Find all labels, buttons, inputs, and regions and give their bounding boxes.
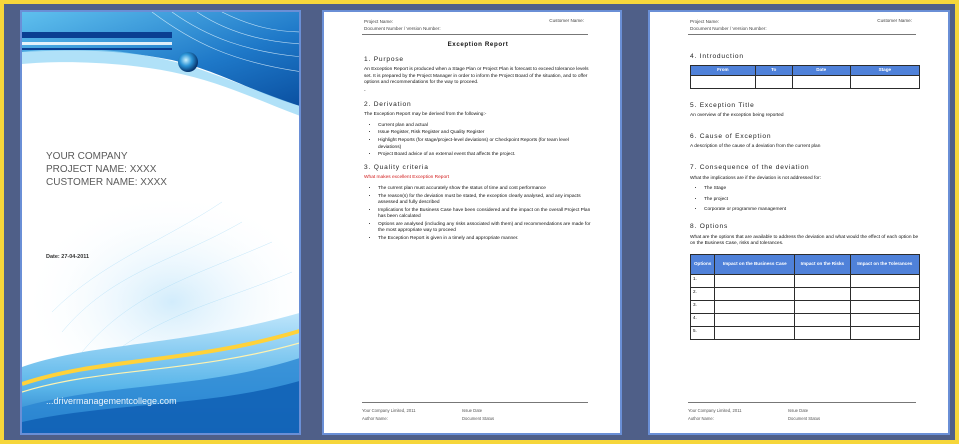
table-cell[interactable] <box>795 326 850 339</box>
table-cell[interactable] <box>691 75 756 88</box>
cover-date: Date: 27-04-2011 <box>46 254 90 260</box>
header-customer-name: Customer Name: <box>877 18 912 23</box>
section-options-text: What are the options that are available to address the deviation and what would the effect of each option be on the Business Case, risks and tolerances. <box>690 234 919 247</box>
table-cell[interactable] <box>795 300 850 313</box>
table-row <box>691 313 920 326</box>
footer-status: Document Status <box>788 416 821 421</box>
section-exception-title: 5. Exception Title <box>690 101 755 109</box>
footer-divider <box>362 402 588 403</box>
company-name: YOUR COMPANY <box>46 151 128 162</box>
table-cell[interactable] <box>715 326 795 339</box>
footer-status: Document Status <box>462 416 495 421</box>
cover-page <box>20 10 301 435</box>
row-number[interactable]: 5. <box>691 326 715 339</box>
footer-issue-date: Issue Date <box>462 408 483 413</box>
section-consequence-title: 7. Consequence of the deviation <box>690 163 810 171</box>
list-item: • The current plan must accurately show the status of time and cost performance <box>378 186 592 193</box>
watermark-text: ...drivermanagementcollege.com <box>46 396 177 406</box>
page-footer <box>688 407 916 423</box>
footer-divider <box>688 402 916 403</box>
quality-intro-red: What makes excellent Exception Report <box>364 175 450 181</box>
row-number[interactable]: 1. <box>691 274 715 287</box>
footer-company: Your Company Limited, 2011 <box>688 408 742 413</box>
introduction-table <box>690 65 920 89</box>
table-header: To <box>755 65 792 75</box>
table-header: Stage <box>850 65 919 75</box>
table-row <box>691 75 920 88</box>
table-cell[interactable] <box>715 287 795 300</box>
table-cell[interactable] <box>795 287 850 300</box>
list-item: • The reason(s) for the deviation must be stated, the exception clearly analysed, and any impacts assessed and fully described <box>378 194 592 207</box>
derivation-list <box>364 123 592 159</box>
list-item: • Project Board advice of an external event that affects the project. <box>378 152 592 159</box>
table-header: Options <box>691 254 715 274</box>
table-cell[interactable] <box>850 75 919 88</box>
section-cause-title: 6. Cause of Exception <box>690 132 772 140</box>
table-row <box>691 300 920 313</box>
page-header <box>650 18 948 38</box>
list-item: • Options are analysed (including any risks associated with them) and recommendations are made for the most appropriate way to proceed <box>378 222 592 235</box>
footer-author: Author Name: <box>688 416 714 421</box>
section-purpose-text: An Exception Report is produced when a Stage Plan or Project Plan is forecast to exceed tolerance levels set. It is prepared by the Project Manager in order to inform the Project Board of the situation, and to offer options and recommendations for the way to proceed. <box>364 67 589 86</box>
list-item: • Issue Register, Risk Register and Quality Register <box>378 130 592 137</box>
header-doc-number: Document Number / Version Number: <box>364 26 441 31</box>
row-number[interactable]: 4. <box>691 313 715 326</box>
footer-issue-date: Issue Date <box>788 408 809 413</box>
section-options-title: 8. Options <box>690 222 729 230</box>
row-number[interactable]: 2. <box>691 287 715 300</box>
table-cell[interactable] <box>795 274 850 287</box>
table-cell[interactable] <box>795 313 850 326</box>
table-cell[interactable] <box>850 313 919 326</box>
section-cause-text: A description of the cause of a deviation from the current plan <box>690 144 821 150</box>
table-cell[interactable] <box>850 287 919 300</box>
table-cell[interactable] <box>792 75 850 88</box>
table-cell[interactable] <box>755 75 792 88</box>
page-details <box>648 10 950 435</box>
page-footer <box>362 407 588 423</box>
table-header: Impact on the Tolerances <box>850 254 919 274</box>
section-exception-text: An overview of the exception being reported <box>690 113 784 119</box>
header-doc-number: Document Number / Version Number: <box>690 26 767 31</box>
list-item: • Implications for the Business Case have been considered and the impact on the overall Project Plan has been calculated <box>378 208 592 221</box>
table-row <box>691 287 920 300</box>
project-name: PROJECT NAME: XXXX <box>46 164 157 175</box>
list-item: • Current plan and actual <box>378 123 592 130</box>
table-cell[interactable] <box>715 300 795 313</box>
table-row <box>691 326 920 339</box>
header-project-name: Project Name: <box>364 19 394 24</box>
row-number[interactable]: 3. <box>691 300 715 313</box>
table-row <box>691 274 920 287</box>
document-title: Exception Report <box>447 41 509 48</box>
table-header: Impact on the Risks <box>795 254 850 274</box>
table-cell[interactable] <box>715 274 795 287</box>
list-item: • The project <box>704 197 920 204</box>
table-cell[interactable] <box>850 274 919 287</box>
header-project-name: Project Name: <box>690 19 720 24</box>
cover-artwork <box>22 12 301 435</box>
cover-title-block <box>46 150 167 189</box>
customer-name: CUSTOMER NAME: XXXX <box>46 177 167 188</box>
header-divider <box>688 34 916 35</box>
table-cell[interactable] <box>850 300 919 313</box>
table-header: Impact on the Business Case <box>715 254 795 274</box>
section-derivation-title: 2. Derivation <box>364 100 412 108</box>
options-table <box>690 254 920 340</box>
list-item: • The Stage <box>704 186 920 193</box>
section-consequence-text: What the implications are if the deviation is not addressed for: <box>690 175 821 181</box>
footer-company: Your Company Limited, 2011 <box>362 408 416 413</box>
quality-list <box>364 186 592 243</box>
table-header: From <box>691 65 756 75</box>
table-cell[interactable] <box>715 313 795 326</box>
list-item: • Highlight Reports (for stage/project-level deviations) or Checkpoint Reports (for team level deviations) <box>378 138 592 151</box>
list-item: • Corporate or programme management <box>704 207 920 214</box>
consequence-list <box>690 186 920 214</box>
section-purpose-title: 1. Purpose <box>364 55 404 63</box>
table-header: Date <box>792 65 850 75</box>
section-quality-title: 3. Quality criteria <box>364 163 429 171</box>
page-exception-report <box>322 10 622 435</box>
footer-author: Author Name: <box>362 416 388 421</box>
list-item: • The Exception Report is given in a timely and appropriate manner. <box>378 236 592 243</box>
header-customer-name: Customer Name: <box>549 18 584 23</box>
page-header <box>324 18 620 38</box>
section-introduction-title: 4. Introduction <box>690 53 744 60</box>
header-divider <box>362 34 588 35</box>
section-derivation-text: The Exception Report may be derived from the following:- <box>364 112 487 118</box>
section-purpose-dash: - <box>364 88 366 94</box>
table-cell[interactable] <box>850 326 919 339</box>
